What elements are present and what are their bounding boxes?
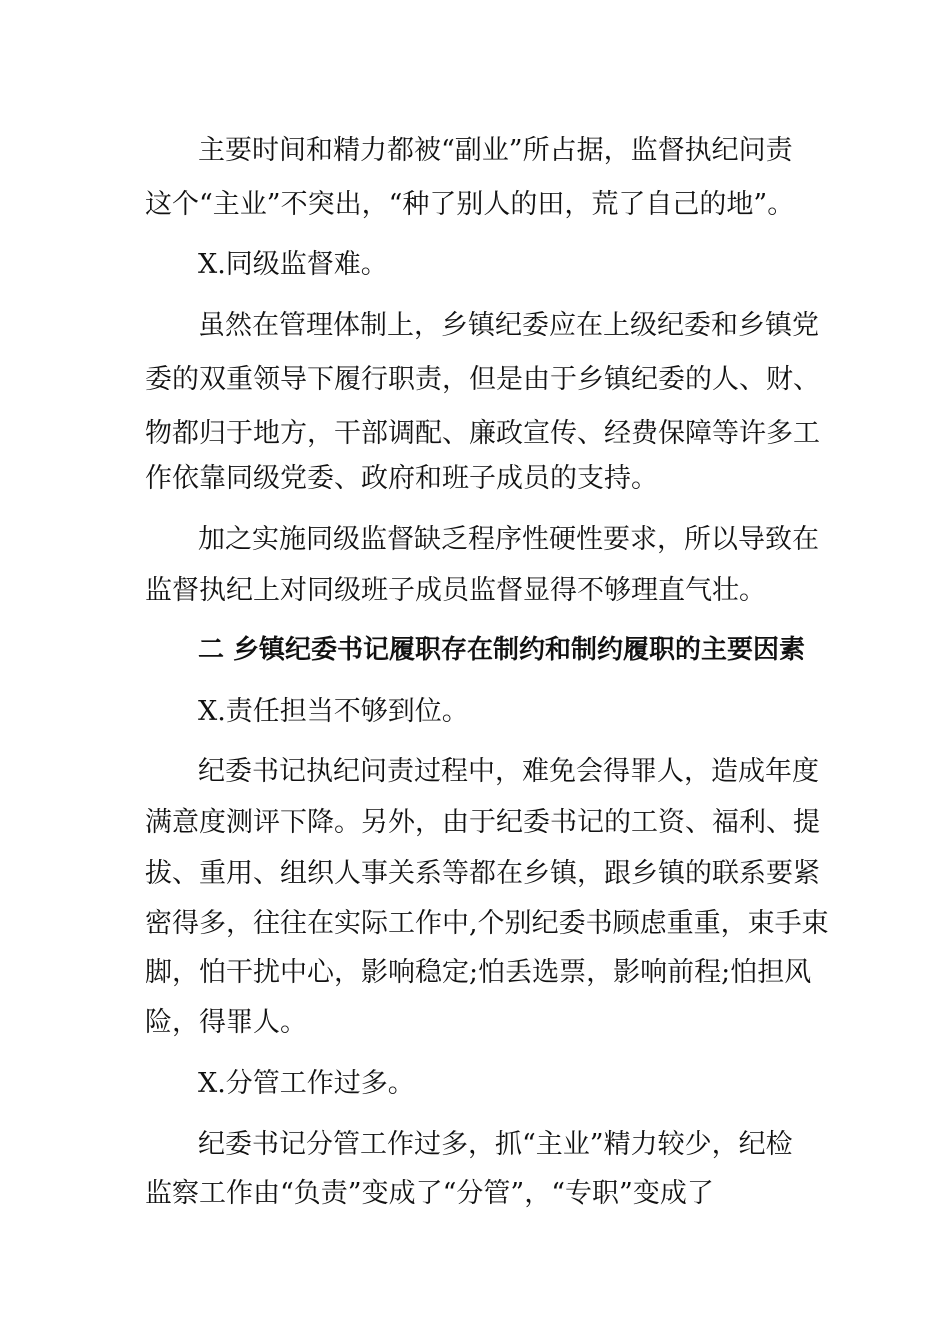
paragraph-line: 满意度测评下降。另外，由于纪委书记的工资、福利、提 [145, 807, 820, 838]
paragraph-line: 密得多，往往在实际工作中,个别纪委书顾虑重重，束手束 [145, 908, 829, 939]
section-heading: 二 乡镇纪委书记履职存在制约和制约履职的主要因素 [198, 635, 806, 665]
paragraph-line: 虽然在管理体制上，乡镇纪委应在上级纪委和乡镇党 [198, 310, 819, 341]
paragraph-line: 这个“主业”不突出，“种了别人的田，荒了自己的地”。 [145, 189, 795, 220]
paragraph-line: 拔、重用、组织人事关系等都在乡镇，跟乡镇的联系要紧 [145, 858, 820, 889]
paragraph-line: 物都归于地方，干部调配、廉政宣传、经费保障等许多工 [145, 418, 820, 449]
paragraph-line: 脚，怕干扰中心，影响稳定;怕丢选票，影响前程;怕担风 [145, 957, 812, 988]
paragraph-line: 加之实施同级监督缺乏程序性硬性要求，所以导致在 [198, 524, 819, 555]
section-subheading: X.分管工作过多。 [198, 1068, 415, 1099]
paragraph-line: 作依靠同级党委、政府和班子成员的支持。 [145, 463, 658, 494]
paragraph-line: 主要时间和精力都被“副业”所占据，监督执纪问责 [198, 135, 793, 166]
paragraph-line: 监察工作由“负责”变成了“分管”，“专职”变成了 [145, 1178, 714, 1209]
paragraph-line: 纪委书记执纪问责过程中，难免会得罪人，造成年度 [198, 756, 819, 787]
paragraph-line: 纪委书记分管工作过多，抓“主业”精力较少，纪检 [198, 1129, 793, 1160]
section-subheading: X.同级监督难。 [198, 249, 388, 280]
paragraph-line: 监督执纪上对同级班子成员监督显得不够理直气壮。 [145, 575, 766, 606]
paragraph-line: 委的双重领导下履行职责，但是由于乡镇纪委的人、财、 [145, 364, 820, 395]
paragraph-line: 险，得罪人。 [145, 1007, 307, 1038]
section-subheading: X.责任担当不够到位。 [198, 696, 469, 727]
